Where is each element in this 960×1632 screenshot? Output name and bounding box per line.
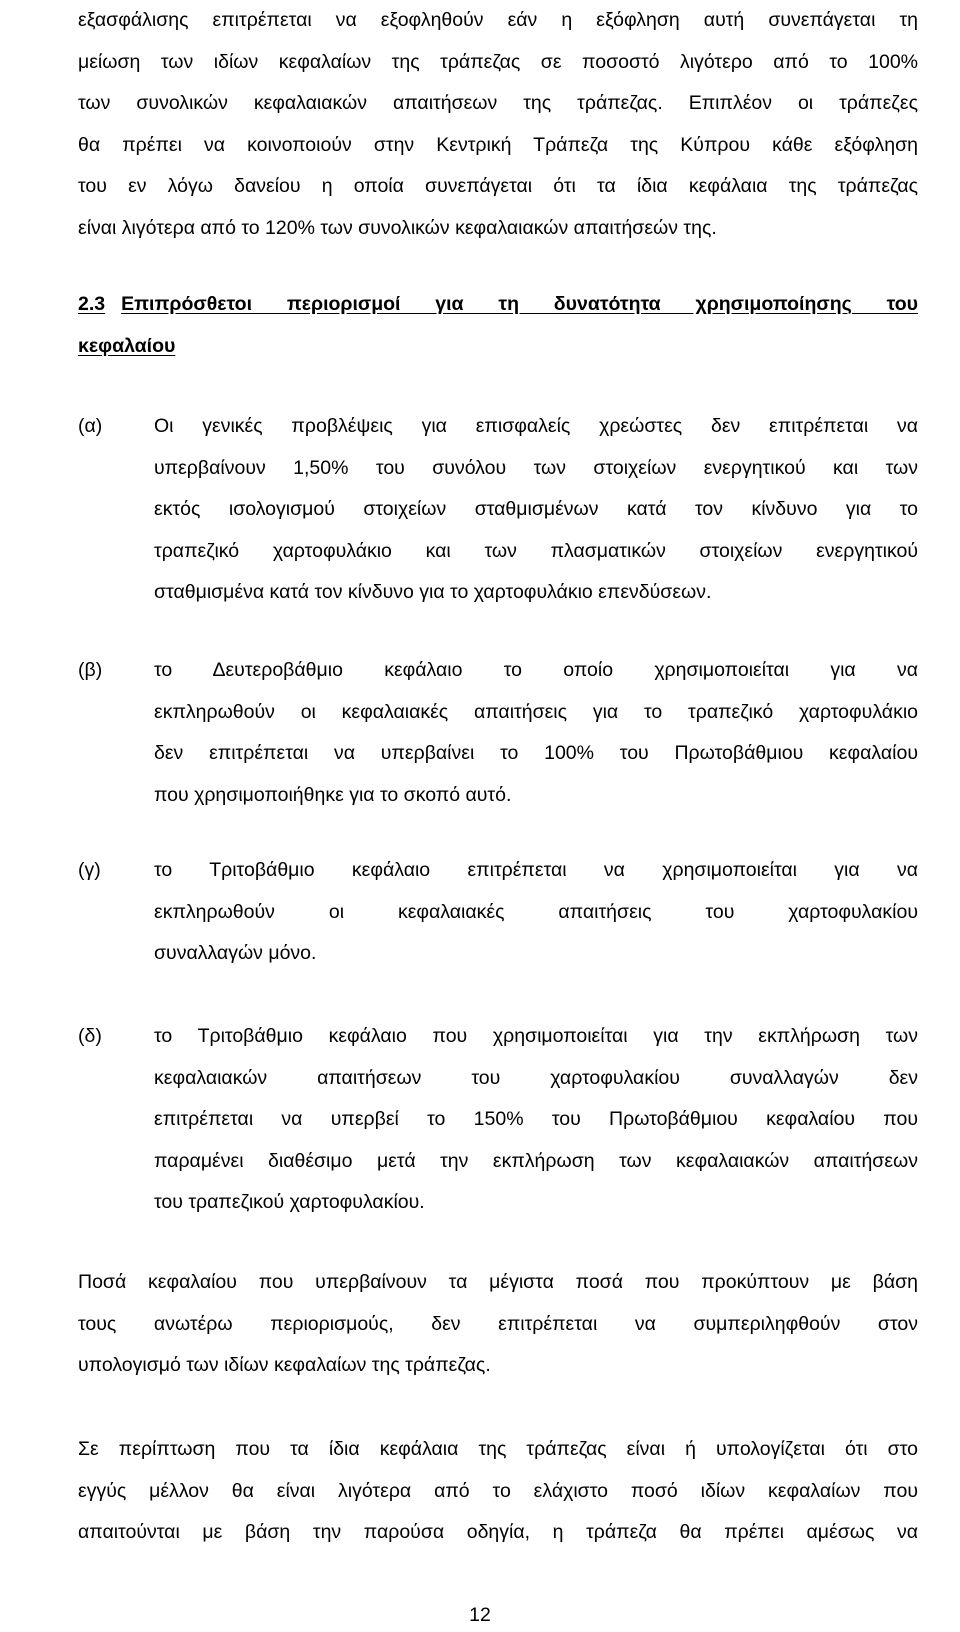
section-title-line: Επιπρόσθετοι περιορισμοί για τη δυνατότητα χρησιμοποίησης του [121, 293, 918, 315]
item-label: (γ) [78, 859, 101, 881]
list-item [78, 850, 918, 976]
list-item [78, 650, 918, 818]
item-line: κεφαλαιακών απαιτήσεων του χαρτοφυλακίου συναλλαγών δεν [154, 1066, 918, 1089]
item-line: παραμένει διαθέσιμο μετά την εκπλήρωση των κεφαλαιακών απαιτήσεων [154, 1149, 918, 1172]
item-body [154, 850, 918, 975]
item-body [154, 1016, 918, 1224]
item-label: (β) [78, 659, 103, 681]
paragraph-line: μείωση των ιδίων κεφαλαίων της τράπεζας σε ποσοστό λιγότερο από το 100% [78, 50, 918, 73]
item-label: (α) [78, 415, 103, 437]
item-line: το Τριτοβάθμιο κεφάλαιο που χρησιμοποιείται για την εκπλήρωση των [154, 1025, 918, 1047]
paragraph-line: τους ανωτέρω περιορισμούς, δεν επιτρέπεται να συμπεριληφθούν στον [78, 1312, 918, 1335]
item-line: που χρησιμοποιήθηκε για το σκοπό αυτό. [154, 783, 512, 806]
paragraph-line: είναι λιγότερα από το 120% των συνολικών κεφαλαιακών απαιτήσεών της. [78, 216, 717, 239]
item-line: το Τριτοβάθμιο κεφάλαιο επιτρέπεται να χρησιμοποιείται για να [154, 859, 918, 881]
paragraph-line: των συνολικών κεφαλαιακών απαιτήσεων της τράπεζας. Επιπλέον οι τράπεζες [78, 92, 918, 114]
item-line: εκτός ισολογισμού στοιχείων σταθμισμένων κατά τον κίνδυνο για το [154, 498, 918, 520]
item-line: επιτρέπεται να υπερβεί το 150% του Πρωτοβάθμιου κεφαλαίου που [154, 1108, 918, 1130]
item-label: (δ) [78, 1025, 102, 1047]
paragraph-line: Ποσά κεφαλαίου που υπερβαίνουν τα μέγιστα ποσά που προκύπτουν με βάση [78, 1271, 918, 1293]
item-line: εκπληρωθούν οι κεφαλαιακές απαιτήσεις του χαρτοφυλακίου [154, 900, 918, 923]
intro-paragraph [78, 0, 918, 249]
section-heading [78, 284, 918, 367]
section-heading-first-line [78, 284, 918, 326]
item-line: Οι γενικές προβλέψεις για επισφαλείς χρεώστες δεν επιτρέπεται να [154, 415, 918, 437]
item-line: εκπληρωθούν οι κεφαλαιακές απαιτήσεις για το τραπεζικό χαρτοφυλάκιο [154, 700, 918, 723]
section-number: 2.3 [78, 293, 106, 315]
item-line: του τραπεζικού χαρτοφυλακίου. [154, 1191, 425, 1213]
item-body [154, 406, 918, 614]
paragraph-line: Σε περίπτωση που τα ίδια κεφάλαια της τράπεζας είναι ή υπολογίζεται ότι στο [78, 1438, 918, 1460]
list-item [78, 1016, 918, 1226]
paragraph-line: απαιτούνται με βάση την παρούσα οδηγία, η τράπεζα θα πρέπει αμέσως να [78, 1521, 918, 1543]
closing-paragraph [78, 1429, 918, 1554]
page-number: 12 [469, 1604, 491, 1626]
item-line: τραπεζικό χαρτοφυλάκιο και των πλασματικών στοιχείων ενεργητικού [154, 539, 918, 562]
item-body [154, 650, 918, 816]
paragraph-line: υπολογισμό των ιδίων κεφαλαίων της τράπεζας. [78, 1354, 491, 1376]
section-title-line: κεφαλαίου [78, 334, 176, 357]
paragraph-line: εγγύς μέλλον θα είναι λιγότερα από το ελάχιστο ποσό ιδίων κεφαλαίων που [78, 1479, 918, 1502]
paragraph-line: θα πρέπει να κοινοποιούν στην Κεντρική Τράπεζα της Κύπρου κάθε εξόφληση [78, 133, 918, 156]
list-item [78, 406, 918, 616]
paragraph-line: εξασφάλισης επιτρέπεται να εξοφληθούν εάν η εξόφληση αυτή συνεπάγεται τη [78, 9, 918, 31]
item-line: σταθμισμένα κατά τον κίνδυνο για το χαρτοφυλάκιο επενδύσεων. [154, 581, 712, 603]
closing-paragraph [78, 1262, 918, 1387]
item-line: δεν επιτρέπεται να υπερβαίνει το 100% του Πρωτοβάθμιου κεφαλαίου [154, 742, 918, 764]
item-line: υπερβαίνουν 1,50% του συνόλου των στοιχείων ενεργητικού και των [154, 456, 918, 479]
item-line: συναλλαγών μόνο. [154, 942, 317, 964]
paragraph-line: του εν λόγω δανείου η οποία συνεπάγεται ότι τα ίδια κεφάλαια της τράπεζας [78, 175, 918, 197]
item-line: το Δευτεροβάθμιο κεφάλαιο το οποίο χρησιμοποιείται για να [154, 659, 918, 681]
